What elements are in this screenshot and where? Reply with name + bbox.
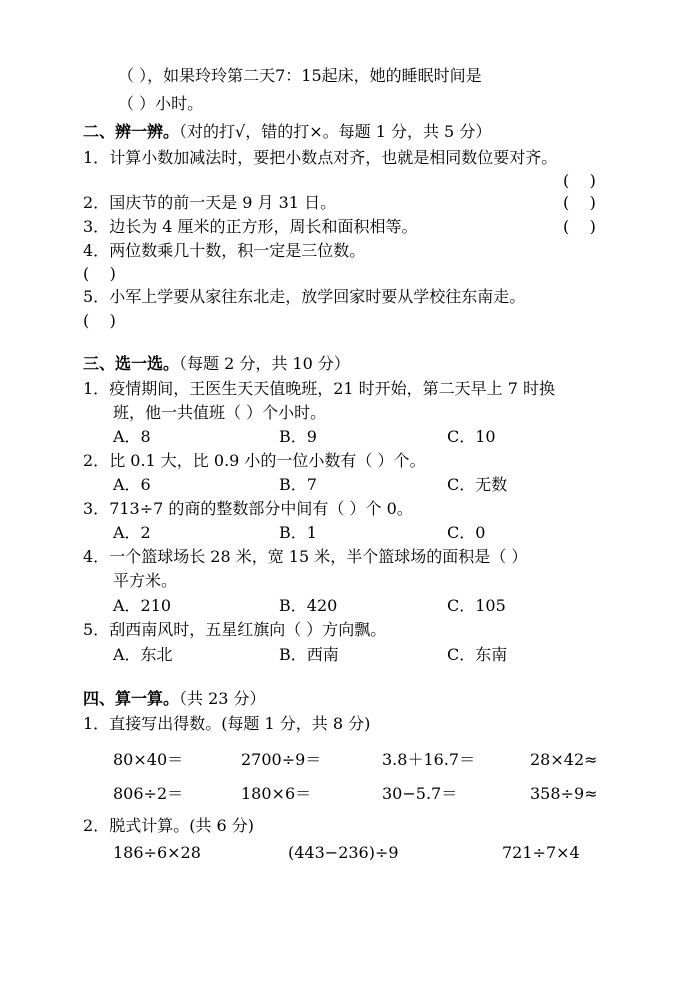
item-number: 4． — [83, 241, 110, 260]
oral-calc: 28×42≈ — [530, 750, 598, 769]
item-number: 4． — [83, 547, 110, 566]
item-number: 5． — [83, 287, 110, 306]
calc-part-2 — [83, 816, 254, 836]
answer-paren-4[interactable]: ( ) — [83, 264, 116, 283]
part-text: 直接写出得数。(每题 1 分，共 8 分) — [109, 714, 371, 733]
item-number: 2． — [83, 451, 110, 470]
item-text: 计算小数加减法时，要把小数点对齐，也就是相同数位要对齐。 — [109, 148, 558, 167]
judge-item-4 — [83, 241, 365, 261]
choice-q4-line-1 — [83, 547, 527, 567]
q4-option-c[interactable]: C．105 — [447, 596, 506, 615]
oral-calc: 806÷2＝ — [113, 784, 184, 803]
judge-item-2 — [83, 193, 336, 213]
question-text: 比 0.1 大，比 0.9 小的一位小数有（ ）个。 — [109, 451, 426, 470]
step-calc: (443−236)÷9 — [288, 843, 399, 862]
choice-q1-line-2: 班，他一共值班（ ）个小时。 — [113, 403, 327, 422]
section-2-title: 二、辨一辨。 — [83, 122, 180, 141]
answer-paren-2[interactable]: ( ) — [563, 193, 596, 212]
answer-paren-1[interactable]: ( ) — [563, 171, 596, 190]
question-text: 一个篮球场长 28 米，宽 15 米，半个篮球场的面积是（ ） — [109, 547, 528, 566]
item-number: 1． — [83, 379, 110, 398]
choice-q2 — [83, 451, 426, 471]
section-4-heading — [83, 689, 266, 709]
question-text: 疫情期间，王医生天天值晚班，21 时开始，第二天早上 7 时换 — [109, 379, 555, 398]
section-4-title: 四、算一算。 — [83, 689, 180, 708]
choice-q1-line-1 — [83, 379, 555, 399]
item-number: 3． — [83, 217, 110, 236]
oral-calc: 30−5.7＝ — [382, 784, 458, 803]
q1-option-b[interactable]: B．9 — [279, 427, 317, 446]
fill-blank-line-2: （ ）小时。 — [118, 94, 204, 113]
oral-calc: 2700÷9＝ — [241, 750, 322, 769]
oral-calc: 180×6＝ — [241, 784, 312, 803]
judge-item-3 — [83, 217, 418, 237]
item-text: 边长为 4 厘米的正方形，周长和面积相等。 — [109, 217, 418, 236]
section-2-note: （对的打√，错的打×。每题 1 分，共 5 分） — [179, 122, 492, 141]
q1-option-c[interactable]: C．10 — [447, 427, 496, 446]
answer-paren-3[interactable]: ( ) — [563, 217, 596, 236]
q5-option-b[interactable]: B．西南 — [279, 645, 339, 664]
oral-calc: 80×40＝ — [113, 750, 184, 769]
item-number: 2． — [83, 816, 110, 835]
section-3-heading — [83, 354, 350, 374]
q2-option-c[interactable]: C．无数 — [447, 475, 508, 494]
q2-option-b[interactable]: B．7 — [279, 475, 317, 494]
oral-calc: 3.8＋16.7＝ — [382, 750, 476, 769]
choice-q3 — [83, 499, 413, 519]
item-text: 两位数乘几十数，积一定是三位数。 — [109, 241, 366, 260]
step-calc: 186÷6×28 — [113, 843, 201, 862]
answer-paren-5[interactable]: ( ) — [83, 311, 116, 330]
choice-q5 — [83, 620, 386, 640]
fill-blank-line-1: （ ），如果玲玲第二天7：15起床，她的睡眠时间是 — [118, 66, 482, 85]
judge-item-5 — [83, 287, 525, 307]
calc-part-1 — [83, 714, 370, 734]
section-3-title: 三、选一选。 — [83, 354, 180, 373]
question-text: 713÷7 的商的整数部分中间有（ ）个 0。 — [109, 499, 413, 518]
item-text: 国庆节的前一天是 9 月 31 日。 — [109, 193, 337, 212]
step-calc: 721÷7×4 — [502, 843, 580, 862]
item-number: 1． — [83, 148, 110, 167]
part-text: 脱式计算。(共 6 分) — [109, 816, 255, 835]
q3-option-c[interactable]: C．0 — [447, 523, 486, 542]
judge-item-1 — [83, 148, 557, 168]
q1-option-a[interactable]: A．8 — [113, 427, 151, 446]
q3-option-a[interactable]: A．2 — [113, 523, 151, 542]
q4-option-a[interactable]: A．210 — [113, 596, 172, 615]
oral-calc: 358÷9≈ — [530, 784, 598, 803]
item-number: 5． — [83, 620, 110, 639]
section-2-heading — [83, 122, 491, 142]
choice-q4-line-2: 平方米。 — [113, 571, 178, 590]
q5-option-c[interactable]: C．东南 — [447, 645, 508, 664]
q2-option-a[interactable]: A．6 — [113, 475, 151, 494]
item-text: 小军上学要从家往东北走，放学回家时要从学校往东南走。 — [109, 287, 526, 306]
q3-option-b[interactable]: B．1 — [279, 523, 317, 542]
section-4-note: （共 23 分） — [179, 689, 266, 708]
item-number: 1． — [83, 714, 110, 733]
q4-option-b[interactable]: B．420 — [279, 596, 338, 615]
question-text: 刮西南风时，五星红旗向（ ）方向飘。 — [109, 620, 387, 639]
q5-option-a[interactable]: A．东北 — [113, 645, 173, 664]
item-number: 2． — [83, 193, 110, 212]
item-number: 3． — [83, 499, 110, 518]
section-3-note: （每题 2 分，共 10 分） — [179, 354, 350, 373]
